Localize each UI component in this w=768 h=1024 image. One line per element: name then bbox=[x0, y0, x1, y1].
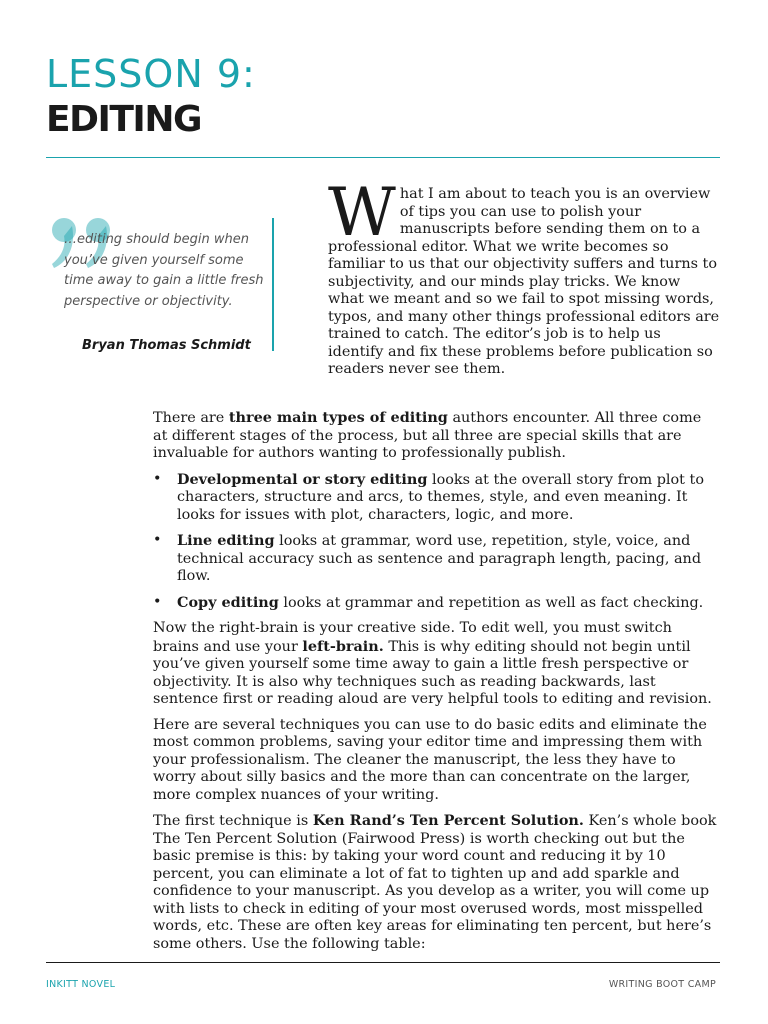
lesson-title: EDITING bbox=[46, 99, 201, 140]
editing-types-list bbox=[153, 471, 720, 613]
bold-phrase: Copy editing bbox=[177, 593, 279, 611]
body-text bbox=[153, 409, 720, 961]
bullet-icon: • bbox=[153, 593, 162, 610]
bold-phrase: Ken Rand’s Ten Percent Solution. bbox=[312, 812, 584, 829]
bold-phrase: Line editing bbox=[177, 532, 275, 549]
paragraph-ten-percent bbox=[153, 812, 720, 953]
bold-phrase: left-brain. bbox=[302, 637, 384, 655]
text-span: looks at grammar and repetition as well as fact checking. bbox=[278, 594, 704, 611]
lesson-number: LESSON 9: bbox=[46, 52, 256, 96]
paragraph-left-brain bbox=[153, 620, 720, 709]
paragraph-editing-types bbox=[153, 409, 720, 463]
bold-phrase: Developmental or story editing bbox=[177, 470, 428, 488]
text-span: The first technique is bbox=[153, 813, 313, 829]
text-span: This is why editing should not begin until you’ve given yourself some time away to gain a little fresh perspective or objectivity. It is also why techniques such as reading backwards, last sentence first or reading aloud are very helpful tools to editing and revision. bbox=[153, 638, 712, 707]
pull-quote-text: …editing should begin when you’ve given yourself some time away to gain a little fresh perspective or objectivity. bbox=[64, 232, 264, 309]
intro-paragraph bbox=[328, 174, 720, 379]
text-span: looks at grammar, word use, repetition, style, voice, and technical accuracy such as sentence and paragraph length, pacing, and flow. bbox=[177, 533, 702, 584]
footer-right-label: WRITING BOOT CAMP bbox=[608, 979, 716, 990]
bold-phrase: three main types of editing bbox=[228, 409, 448, 426]
quote-divider bbox=[272, 218, 274, 351]
text-span: Now the right-brain is your creative side. To edit well, you must switch brains and use your bbox=[153, 620, 672, 655]
text-span: Ken’s whole book The Ten Percent Solution (Fairwood Press) is worth checking out but the basic premise is this: by taking your word count and reducing it by 10 percent, you can eliminate a lot of fat to tighten up and add sparkle and confidence to your manuscript. As you develop as a writer, you will come up with lists to check in editing of your most overused words, most misspelled words, etc. These are often key areas for eliminating ten percent, but here’s some others. Use the following table: bbox=[153, 813, 717, 952]
bullet-icon: • bbox=[153, 470, 162, 487]
intro-text: hat I am about to teach you is an overview of tips you can use to polish your manuscripts before sending them on to a professional editor. What we write becomes so familiar to us that our objectivity suffers and turns to subjectivity, and our minds play tricks. We know what we meant and so we fail to spot missing words, typos, and many other things professional editors are trained to catch. The editor’s job is to help us identify and fix these problems before publication so readers never see them. bbox=[328, 186, 720, 377]
footer-left-label: INKITT NOVEL bbox=[46, 979, 116, 990]
paragraph-techniques: Here are several techniques you can use to do basic edits and eliminate the most common problems, saving your editor time and impressing them with your professionalism. The cleaner the manuscript, the less they have to worry about silly basics and the more than can concentrate on the larger, more complex nuances of your writing. bbox=[153, 716, 707, 803]
list-item-copy-editing bbox=[153, 594, 720, 613]
footer-divider bbox=[46, 962, 720, 963]
text-span: authors encounter. All three come at different stages of the process, but all three are special skills that are invaluable for authors wanting to professionally publish. bbox=[153, 410, 702, 461]
quote-author: Bryan Thomas Schmidt bbox=[82, 338, 251, 353]
text-span: looks at the overall story from plot to characters, structure and arcs, to themes, style, and even meaning. It looks for issues with plot, characters, logic, and more. bbox=[177, 471, 704, 523]
list-item-developmental bbox=[153, 471, 720, 525]
drop-cap: W bbox=[328, 174, 396, 251]
text-span: There are bbox=[153, 410, 229, 426]
list-item-line-editing bbox=[153, 532, 720, 586]
header-divider bbox=[46, 157, 720, 158]
bullet-icon: • bbox=[153, 532, 162, 548]
